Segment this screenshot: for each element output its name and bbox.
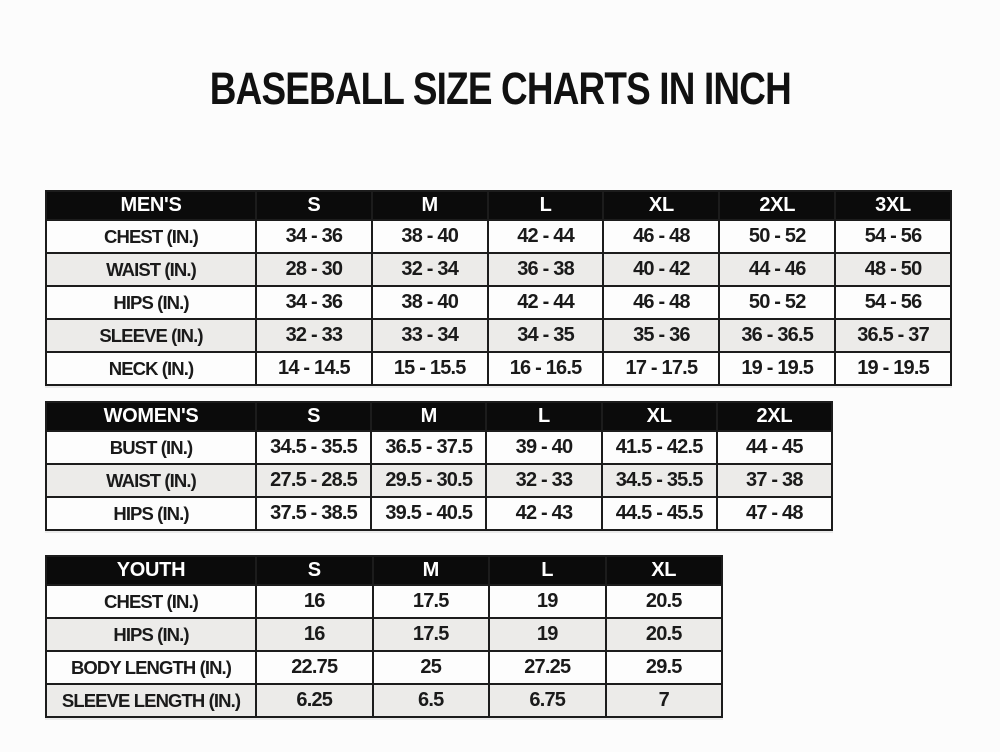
size-value-cell: 16 - 16.5 [488, 352, 604, 385]
table-row [46, 497, 832, 530]
row-label-cell: SLEEVE (IN.) [46, 319, 256, 352]
row-label-cell: WAIST (IN.) [46, 464, 256, 497]
womens-size-table [45, 401, 833, 531]
size-table [45, 555, 723, 718]
size-value-cell: 54 - 56 [835, 286, 951, 319]
size-value-cell: 38 - 40 [372, 286, 488, 319]
size-value-cell: 46 - 48 [603, 220, 719, 253]
size-value-cell: 29.5 [606, 651, 723, 684]
size-value-cell: 7 [606, 684, 723, 717]
table-row [46, 431, 832, 464]
size-value-cell: 14 - 14.5 [256, 352, 372, 385]
size-value-cell: 44 - 46 [719, 253, 835, 286]
header-row [46, 556, 722, 585]
table-title-cell: MEN'S [46, 191, 256, 220]
size-value-cell: 27.25 [489, 651, 606, 684]
table-row [46, 618, 722, 651]
size-column-header: S [256, 556, 373, 585]
header-row [46, 402, 832, 431]
size-value-cell: 6.75 [489, 684, 606, 717]
size-value-cell: 39 - 40 [486, 431, 601, 464]
header-row [46, 191, 951, 220]
size-column-header: M [371, 402, 486, 431]
size-column-header: S [256, 191, 372, 220]
size-column-header: 2XL [719, 191, 835, 220]
size-value-cell: 32 - 34 [372, 253, 488, 286]
size-value-cell: 19 [489, 585, 606, 618]
size-value-cell: 17 - 17.5 [603, 352, 719, 385]
size-value-cell: 35 - 36 [603, 319, 719, 352]
size-value-cell: 36 - 38 [488, 253, 604, 286]
size-value-cell: 36 - 36.5 [719, 319, 835, 352]
size-column-header: 3XL [835, 191, 951, 220]
size-value-cell: 32 - 33 [486, 464, 601, 497]
size-value-cell: 19 - 19.5 [835, 352, 951, 385]
size-value-cell: 50 - 52 [719, 286, 835, 319]
size-value-cell: 34 - 36 [256, 220, 372, 253]
row-label-cell: BODY LENGTH (IN.) [46, 651, 256, 684]
size-value-cell: 34.5 - 35.5 [602, 464, 717, 497]
row-label-cell: CHEST (IN.) [46, 585, 256, 618]
size-column-header: L [486, 402, 601, 431]
size-value-cell: 20.5 [606, 585, 723, 618]
size-column-header: 2XL [717, 402, 832, 431]
mens-size-table [45, 190, 952, 386]
table-row [46, 220, 951, 253]
row-label-cell: CHEST (IN.) [46, 220, 256, 253]
size-column-header: XL [602, 402, 717, 431]
size-value-cell: 42 - 44 [488, 286, 604, 319]
size-column-header: S [256, 402, 371, 431]
size-value-cell: 34 - 35 [488, 319, 604, 352]
size-value-cell: 17.5 [373, 585, 490, 618]
size-value-cell: 34.5 - 35.5 [256, 431, 371, 464]
size-value-cell: 16 [256, 585, 373, 618]
table-row [46, 464, 832, 497]
size-value-cell: 17.5 [373, 618, 490, 651]
table-row [46, 585, 722, 618]
size-column-header: M [373, 556, 490, 585]
size-value-cell: 6.25 [256, 684, 373, 717]
size-value-cell: 40 - 42 [603, 253, 719, 286]
size-value-cell: 27.5 - 28.5 [256, 464, 371, 497]
size-value-cell: 19 - 19.5 [719, 352, 835, 385]
page-title [0, 63, 1000, 115]
size-value-cell: 6.5 [373, 684, 490, 717]
row-label-cell: HIPS (IN.) [46, 618, 256, 651]
size-value-cell: 44 - 45 [717, 431, 832, 464]
size-value-cell: 28 - 30 [256, 253, 372, 286]
size-value-cell: 50 - 52 [719, 220, 835, 253]
row-label-cell: WAIST (IN.) [46, 253, 256, 286]
size-column-header: M [372, 191, 488, 220]
table-title-cell: YOUTH [46, 556, 256, 585]
size-value-cell: 32 - 33 [256, 319, 372, 352]
size-value-cell: 33 - 34 [372, 319, 488, 352]
row-label-cell: HIPS (IN.) [46, 286, 256, 319]
size-value-cell: 39.5 - 40.5 [371, 497, 486, 530]
size-value-cell: 15 - 15.5 [372, 352, 488, 385]
size-column-header: L [489, 556, 606, 585]
row-label-cell: HIPS (IN.) [46, 497, 256, 530]
size-table [45, 190, 952, 386]
table-row [46, 253, 951, 286]
row-label-cell: SLEEVE LENGTH (IN.) [46, 684, 256, 717]
size-value-cell: 20.5 [606, 618, 723, 651]
table-row [46, 651, 722, 684]
size-value-cell: 25 [373, 651, 490, 684]
size-value-cell: 44.5 - 45.5 [602, 497, 717, 530]
table-row [46, 352, 951, 385]
size-table [45, 401, 833, 531]
row-label-cell: BUST (IN.) [46, 431, 256, 464]
table-row [46, 286, 951, 319]
size-value-cell: 38 - 40 [372, 220, 488, 253]
size-value-cell: 34 - 36 [256, 286, 372, 319]
size-value-cell: 36.5 - 37.5 [371, 431, 486, 464]
size-column-header: L [488, 191, 604, 220]
size-value-cell: 48 - 50 [835, 253, 951, 286]
size-value-cell: 37.5 - 38.5 [256, 497, 371, 530]
size-value-cell: 46 - 48 [603, 286, 719, 319]
size-value-cell: 22.75 [256, 651, 373, 684]
table-row [46, 684, 722, 717]
page-title-text: BASEBALL SIZE CHARTS IN INCH [209, 63, 791, 114]
size-value-cell: 16 [256, 618, 373, 651]
row-label-cell: NECK (IN.) [46, 352, 256, 385]
size-column-header: XL [606, 556, 723, 585]
size-column-header: XL [603, 191, 719, 220]
table-row [46, 319, 951, 352]
size-value-cell: 36.5 - 37 [835, 319, 951, 352]
size-value-cell: 19 [489, 618, 606, 651]
size-value-cell: 37 - 38 [717, 464, 832, 497]
size-value-cell: 42 - 44 [488, 220, 604, 253]
youth-size-table [45, 555, 723, 718]
size-value-cell: 42 - 43 [486, 497, 601, 530]
size-value-cell: 29.5 - 30.5 [371, 464, 486, 497]
size-value-cell: 47 - 48 [717, 497, 832, 530]
size-value-cell: 54 - 56 [835, 220, 951, 253]
table-title-cell: WOMEN'S [46, 402, 256, 431]
size-value-cell: 41.5 - 42.5 [602, 431, 717, 464]
